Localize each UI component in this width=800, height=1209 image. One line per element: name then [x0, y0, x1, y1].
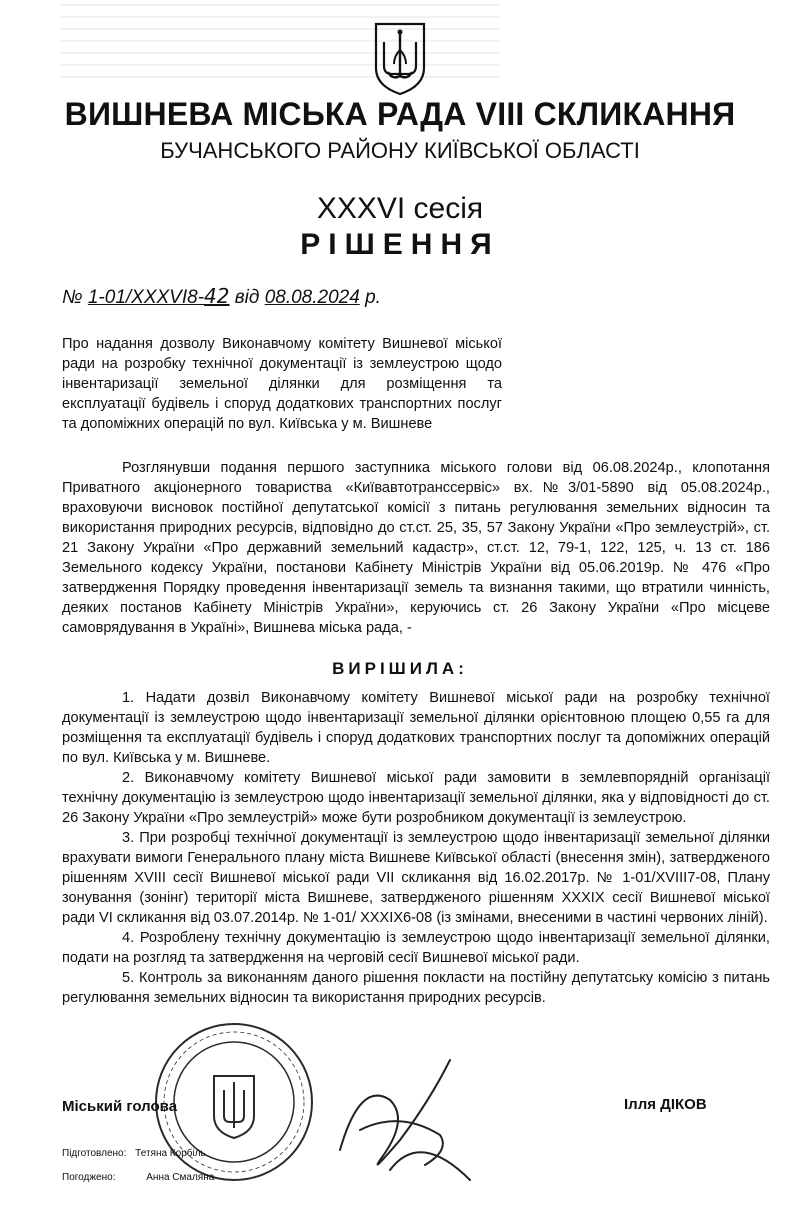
decision-number-line — [62, 284, 381, 309]
agreed-name: Анна Смаляна — [146, 1172, 215, 1183]
mayor-name: Ілля ДІКОВ — [624, 1096, 707, 1113]
resolution-item-3: 3. При розробці технічної документації із землеустрою щодо інвентаризації земельної ділянки врахувати вимоги Генерального плану міста Вишневе Київської області (внесення змін), затвердженого рішенням XVIII сесії Вишневої міської ради VII скликання від 16.02.2017р. № 1-01/XVIII7-08, Плану зонування (зонінг) території міста Вишневе, затвердженого рішенням XXXIX сесії Вишневої міської ради VI скликання від 03.07.2014р. № 1-01/ XXXIX6-08 (із змінами, внесеними в частині червоних ліній). — [62, 830, 770, 926]
decision-title: РІШЕННЯ — [300, 228, 500, 261]
resolution-item-5: 5. Контроль за виконанням даного рішення покласти на постійну депутатську комісію з питань регулювання земельних відносин та використання природних ресурсів. — [62, 970, 770, 1006]
handwritten-signature — [330, 1040, 480, 1190]
session-title: XXXVI сесія — [316, 192, 484, 225]
date-suffix: р. — [365, 287, 381, 308]
council-subtitle: БУЧАНСЬКОГО РАЙОНУ КИЇВСЬКОЇ ОБЛАСТІ — [160, 138, 640, 163]
preamble-paragraph: Розглянувши подання першого заступника міського голови від 06.08.2024р., клопотання Приватного акціонерного товариства «Київавтотранссервіс» вх.№3/01-5890 від 05.08.2024р., враховуючи висновок постійної депутатської комісії з питань регулювання земельних відносин та використання природних ресурсів, відповідно до ст.ст. 25, 35, 57 Закону України «Про землеустрій», ст. 21 Закону України «Про державний земельний кадастр», ст.ст. 12, 79-1, 122, 125, ч. 13 ст. 186 Земельного кодексу України, постанови Кабінету Міністрів України від 05.06.2019р. № 476 «Про затвердження Порядку проведення інвентаризації земель та визнання такими, що втратили чинність, деяких постанов Кабінету Міністрів України», керуючись ст. 26 Закону України «Про місцеве самоврядування в Україні», Вишнева міська рада, - — [62, 460, 770, 636]
prepared-label: Підготовлено: — [62, 1148, 127, 1159]
number-prefix: № — [62, 287, 83, 308]
decision-date: 08.08.2024 — [264, 287, 360, 308]
date-from-label: від — [234, 287, 260, 308]
prepared-by — [62, 1148, 206, 1159]
decision-subject: Про надання дозволу Виконавчому комітету Вишневої міської ради на розробку технічної документації із землеустрою щодо інвентаризації земельної ділянки для розміщення та експлуатації будівель і споруд додаткових транспортних послуг та допоміжних операцій по вул. Київська у м. Вишневе — [62, 336, 502, 432]
agreed-by — [62, 1172, 214, 1183]
mayor-title: Міський голова — [62, 1098, 178, 1115]
agreed-label: Погоджено: — [62, 1172, 116, 1183]
prepared-name: Тетяна Корбіль — [135, 1148, 206, 1159]
faint-show-through — [60, 4, 500, 84]
resolution-items — [62, 688, 770, 1008]
council-title: ВИШНЕВА МІСЬКА РАДА VIII СКЛИКАННЯ — [64, 96, 736, 132]
resolution-item-4: 4. Розроблену технічну документацію із землеустрою щодо інвентаризації земельної ділянки, подати на розгляд та затвердження на черговій сесії Вишневої міської ради. — [62, 930, 770, 966]
resolution-item-2: 2. Виконавчому комітету Вишневої міської ради замовити в землевпорядній організації технічну документацію із землеустрою щодо інвентаризації земельної ділянки, яка у відповідності до ст. 26 Закону України «Про землеустрій» може бути розробником документації із землеустрою. — [62, 770, 770, 826]
coat-of-arms-emblem — [372, 20, 428, 96]
decision-number: 1-01/XXXVI8- — [87, 287, 205, 308]
handwritten-number: 42 — [204, 284, 230, 308]
resolution-item-1: 1. Надати дозвіл Виконавчому комітету Вишневої міської ради на розробку технічної документації із землеустрою щодо інвентаризації земельної ділянки орієнтовною площею 0,55 га для розміщення та експлуатації будівель і споруд додаткових транспортних послуг та допоміжних операцій по вул. Київська у м. Вишневе. — [62, 690, 770, 766]
resolved-heading: ВИРІШИЛА: — [332, 659, 468, 678]
